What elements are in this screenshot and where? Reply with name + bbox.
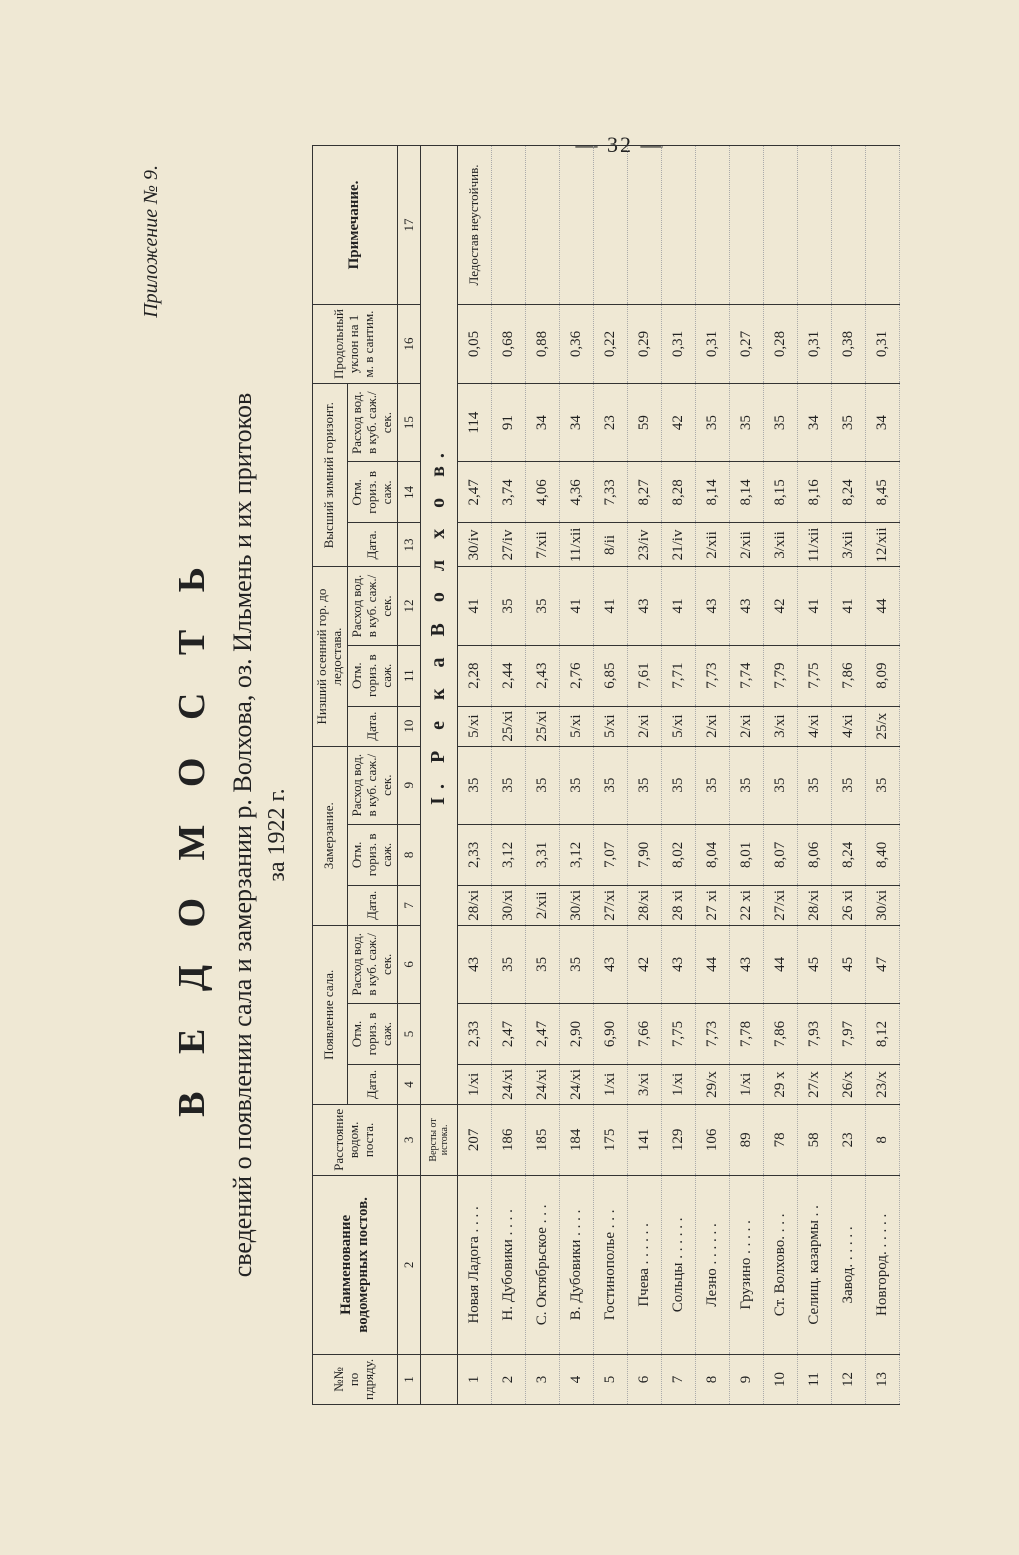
winter-water: 35 <box>729 384 763 462</box>
note-cell <box>559 146 593 305</box>
sala-date: 23/x <box>865 1065 899 1105</box>
column-number: 13 <box>397 523 420 567</box>
autumn-date: 25/x <box>865 706 899 746</box>
distance-cell: 207 <box>457 1104 491 1175</box>
winter-water: 114 <box>457 384 491 462</box>
document-title: В Е Д О М О С Т Ь <box>171 553 213 1117</box>
winter-level: 4,36 <box>559 462 593 523</box>
distance-cell: 186 <box>491 1104 525 1175</box>
distance-cell: 23 <box>831 1104 865 1175</box>
autumn-water: 41 <box>457 567 491 645</box>
autumn-water: 41 <box>797 567 831 645</box>
header-level: Отм. гориз. в саж. <box>347 462 397 523</box>
section-row <box>420 146 457 1405</box>
gradient-cell: 0,68 <box>491 305 525 384</box>
freeze-water: 35 <box>627 746 661 824</box>
sala-level: 7,97 <box>831 1003 865 1064</box>
header-group-autumn: Низший осенний гор. до ледостава. <box>313 567 348 746</box>
autumn-date: 5/xi <box>661 706 695 746</box>
column-number: 14 <box>397 462 420 523</box>
freeze-level: 8,01 <box>729 824 763 885</box>
sala-water: 45 <box>831 925 865 1003</box>
winter-date: 21/iv <box>661 523 695 567</box>
winter-date: 3/xii <box>831 523 865 567</box>
table-body <box>457 146 899 1405</box>
station-name: Гостинополье . . . <box>593 1175 627 1354</box>
autumn-level: 7,74 <box>729 645 763 706</box>
sala-level: 7,66 <box>627 1003 661 1064</box>
table-row <box>627 146 661 1405</box>
autumn-level: 2,44 <box>491 645 525 706</box>
sala-date: 24/xi <box>559 1065 593 1105</box>
header-group-freeze: Замерзание. <box>313 746 348 925</box>
freeze-water: 35 <box>491 746 525 824</box>
note-cell <box>865 146 899 305</box>
winter-level: 8,16 <box>797 462 831 523</box>
column-number: 11 <box>397 645 420 706</box>
page-number: — 32 — <box>575 132 665 157</box>
winter-date: 3/xii <box>763 523 797 567</box>
header-water: Расход вод. в куб. саж./сек. <box>347 384 397 462</box>
autumn-date: 4/xi <box>831 706 865 746</box>
gradient-cell: 0,88 <box>525 305 559 384</box>
row-number: 9 <box>729 1354 763 1404</box>
autumn-level: 7,71 <box>661 645 695 706</box>
sala-water: 35 <box>525 925 559 1003</box>
winter-level: 8,14 <box>729 462 763 523</box>
header-gradient: Продольный уклон на 1 м. в сантим. <box>313 305 398 384</box>
sala-level: 7,78 <box>729 1003 763 1064</box>
winter-date: 11/xii <box>797 523 831 567</box>
freeze-level: 8,02 <box>661 824 695 885</box>
sala-date: 29/x <box>695 1065 729 1105</box>
autumn-water: 41 <box>661 567 695 645</box>
note-cell <box>831 146 865 305</box>
winter-date: 8/ii <box>593 523 627 567</box>
gradient-cell: 0,05 <box>457 305 491 384</box>
autumn-date: 2/xi <box>729 706 763 746</box>
row-number: 1 <box>457 1354 491 1404</box>
autumn-water: 43 <box>695 567 729 645</box>
freeze-level: 8,07 <box>763 824 797 885</box>
sala-date: 1/xi <box>661 1065 695 1105</box>
freeze-water: 35 <box>729 746 763 824</box>
winter-date: 27/iv <box>491 523 525 567</box>
sala-water: 43 <box>729 925 763 1003</box>
row-number: 13 <box>865 1354 899 1404</box>
table-row <box>593 146 627 1405</box>
note-cell <box>695 146 729 305</box>
freeze-water: 35 <box>525 746 559 824</box>
freeze-water: 35 <box>661 746 695 824</box>
gradient-cell: 0,29 <box>627 305 661 384</box>
winter-date: 23/iv <box>627 523 661 567</box>
autumn-water: 42 <box>763 567 797 645</box>
winter-water: 42 <box>661 384 695 462</box>
column-number: 15 <box>397 384 420 462</box>
freeze-water: 35 <box>797 746 831 824</box>
winter-date: 7/xii <box>525 523 559 567</box>
autumn-level: 8,09 <box>865 645 899 706</box>
gradient-cell: 0,38 <box>831 305 865 384</box>
distance-cell: 185 <box>525 1104 559 1175</box>
autumn-water: 41 <box>593 567 627 645</box>
header-date: Дата. <box>347 523 397 567</box>
header-water: Расход вод. в куб. саж./сек. <box>347 567 397 645</box>
autumn-level: 7,61 <box>627 645 661 706</box>
freeze-date: 27 xi <box>695 885 729 925</box>
note-cell <box>491 146 525 305</box>
sala-level: 2,90 <box>559 1003 593 1064</box>
table-row <box>763 146 797 1405</box>
sala-level: 2,47 <box>525 1003 559 1064</box>
column-number: 8 <box>397 824 420 885</box>
station-name: Завод. . . . . . <box>831 1175 865 1354</box>
appendix-label: Приложение № 9. <box>140 165 162 318</box>
sala-date: 24/xi <box>525 1065 559 1105</box>
freeze-level: 8,24 <box>831 824 865 885</box>
freeze-level: 3,31 <box>525 824 559 885</box>
winter-date: 2/xii <box>729 523 763 567</box>
column-number: 12 <box>397 567 420 645</box>
row-number: 8 <box>695 1354 729 1404</box>
column-number: 17 <box>397 146 420 305</box>
winter-date: 30/iv <box>457 523 491 567</box>
sala-date: 3/xi <box>627 1065 661 1105</box>
freeze-date: 27/xi <box>593 885 627 925</box>
column-number: 2 <box>397 1175 420 1354</box>
header-level: Отм. гориз. в саж. <box>347 1003 397 1064</box>
column-number: 10 <box>397 706 420 746</box>
column-number: 3 <box>397 1104 420 1175</box>
autumn-date: 4/xi <box>797 706 831 746</box>
sala-water: 42 <box>627 925 661 1003</box>
autumn-level: 7,79 <box>763 645 797 706</box>
freeze-date: 27/xi <box>763 885 797 925</box>
row-number: 3 <box>525 1354 559 1404</box>
row-number: 7 <box>661 1354 695 1404</box>
winter-date: 12/xii <box>865 523 899 567</box>
station-name: Новая Ладога . . . . <box>457 1175 491 1354</box>
autumn-water: 41 <box>559 567 593 645</box>
section-title: I. Р е к а В о л х о в. <box>420 146 457 1105</box>
gradient-cell: 0,31 <box>797 305 831 384</box>
sala-date: 27/x <box>797 1065 831 1105</box>
sala-water: 44 <box>763 925 797 1003</box>
row-number: 11 <box>797 1354 831 1404</box>
distance-cell: 184 <box>559 1104 593 1175</box>
station-name: Лезно . . . . . . <box>695 1175 729 1354</box>
freeze-level: 8,06 <box>797 824 831 885</box>
freeze-water: 35 <box>695 746 729 824</box>
column-number: 7 <box>397 885 420 925</box>
sala-date: 1/xi <box>729 1065 763 1105</box>
table-row <box>797 146 831 1405</box>
autumn-water: 41 <box>831 567 865 645</box>
freeze-date: 22 xi <box>729 885 763 925</box>
header-notes: Примечание. <box>313 146 398 305</box>
autumn-date: 5/xi <box>593 706 627 746</box>
gradient-cell: 0,27 <box>729 305 763 384</box>
autumn-level: 2,28 <box>457 645 491 706</box>
sala-date: 1/xi <box>457 1065 491 1105</box>
autumn-date: 25/xi <box>491 706 525 746</box>
station-name: С. Октябрьское . . . <box>525 1175 559 1354</box>
header-level: Отм. гориз. в саж. <box>347 824 397 885</box>
autumn-water: 43 <box>627 567 661 645</box>
table-row <box>865 146 899 1405</box>
table-row <box>525 146 559 1405</box>
row-number: 2 <box>491 1354 525 1404</box>
table-row <box>695 146 729 1405</box>
row-number: 6 <box>627 1354 661 1404</box>
autumn-level: 2,43 <box>525 645 559 706</box>
sala-level: 7,75 <box>661 1003 695 1064</box>
sala-level: 2,47 <box>491 1003 525 1064</box>
autumn-date: 2/xi <box>695 706 729 746</box>
sala-water: 47 <box>865 925 899 1003</box>
row-number: 10 <box>763 1354 797 1404</box>
autumn-date: 5/xi <box>559 706 593 746</box>
sala-water: 43 <box>593 925 627 1003</box>
header-group-sala: Появление сала. <box>313 925 348 1104</box>
note-cell <box>763 146 797 305</box>
autumn-water: 43 <box>729 567 763 645</box>
column-number: 16 <box>397 305 420 384</box>
winter-level: 7,33 <box>593 462 627 523</box>
column-number-row <box>397 146 420 1405</box>
freeze-date: 2/xii <box>525 885 559 925</box>
sala-date: 24/xi <box>491 1065 525 1105</box>
gradient-cell: 0,31 <box>865 305 899 384</box>
freeze-level: 3,12 <box>559 824 593 885</box>
autumn-date: 5/xi <box>457 706 491 746</box>
note-cell <box>797 146 831 305</box>
row-number: 4 <box>559 1354 593 1404</box>
winter-water: 59 <box>627 384 661 462</box>
note-cell <box>627 146 661 305</box>
winter-date: 11/xii <box>559 523 593 567</box>
winter-level: 8,45 <box>865 462 899 523</box>
sala-water: 35 <box>559 925 593 1003</box>
winter-date: 2/xii <box>695 523 729 567</box>
distance-unit-label: Версты от истока. <box>420 1104 457 1175</box>
autumn-level: 2,76 <box>559 645 593 706</box>
sala-water: 44 <box>695 925 729 1003</box>
freeze-level: 3,12 <box>491 824 525 885</box>
header-level: Отм. гориз. в саж. <box>347 645 397 706</box>
winter-level: 8,24 <box>831 462 865 523</box>
distance-cell: 8 <box>865 1104 899 1175</box>
column-number: 9 <box>397 746 420 824</box>
station-name: Новгород. . . . . . <box>865 1175 899 1354</box>
winter-water: 35 <box>763 384 797 462</box>
autumn-date: 2/xi <box>627 706 661 746</box>
table-row <box>559 146 593 1405</box>
sala-date: 29 x <box>763 1065 797 1105</box>
header-name: Наименование водомерных постов. <box>313 1175 398 1354</box>
header-date: Дата. <box>347 885 397 925</box>
column-number: 4 <box>397 1065 420 1105</box>
sala-date: 1/xi <box>593 1065 627 1105</box>
note-cell: Ледостав неустойчив. <box>457 146 491 305</box>
freeze-date: 28 xi <box>661 885 695 925</box>
winter-water: 34 <box>525 384 559 462</box>
autumn-level: 7,86 <box>831 645 865 706</box>
freeze-water: 35 <box>559 746 593 824</box>
freeze-water: 35 <box>593 746 627 824</box>
freeze-date: 30/xi <box>559 885 593 925</box>
autumn-level: 6,85 <box>593 645 627 706</box>
table-row <box>661 146 695 1405</box>
distance-cell: 78 <box>763 1104 797 1175</box>
distance-cell: 106 <box>695 1104 729 1175</box>
distance-cell: 58 <box>797 1104 831 1175</box>
freeze-water: 35 <box>865 746 899 824</box>
distance-cell: 175 <box>593 1104 627 1175</box>
sala-level: 6,90 <box>593 1003 627 1064</box>
table-row <box>457 146 491 1405</box>
freeze-date: 26 xi <box>831 885 865 925</box>
station-name: Селищ. казармы . . <box>797 1175 831 1354</box>
distance-cell: 89 <box>729 1104 763 1175</box>
freeze-water: 35 <box>763 746 797 824</box>
winter-water: 34 <box>797 384 831 462</box>
sala-level: 2,33 <box>457 1003 491 1064</box>
table-row <box>831 146 865 1405</box>
freeze-level: 8,40 <box>865 824 899 885</box>
column-number: 6 <box>397 925 420 1003</box>
gradient-cell: 0,31 <box>661 305 695 384</box>
freeze-date: 28/xi <box>457 885 491 925</box>
freeze-level: 7,90 <box>627 824 661 885</box>
header-water: Расход вод. в куб. саж./сек. <box>347 746 397 824</box>
sala-level: 7,86 <box>763 1003 797 1064</box>
winter-level: 8,15 <box>763 462 797 523</box>
column-number: 5 <box>397 1003 420 1064</box>
table-row <box>491 146 525 1405</box>
document-subtitle: сведений о появлении сала и замерзании р. Волхова, оз. Ильмень и их притоков <box>228 392 257 1278</box>
freeze-water: 35 <box>831 746 865 824</box>
header-num: №№ по пдряду. <box>313 1354 398 1404</box>
winter-water: 34 <box>865 384 899 462</box>
autumn-date: 3/xi <box>763 706 797 746</box>
sala-water: 43 <box>457 925 491 1003</box>
winter-level: 8,27 <box>627 462 661 523</box>
distance-cell: 129 <box>661 1104 695 1175</box>
freeze-date: 30/xi <box>865 885 899 925</box>
winter-level: 3,74 <box>491 462 525 523</box>
winter-level: 8,14 <box>695 462 729 523</box>
station-name: Сольцы . . . . . . <box>661 1175 695 1354</box>
freeze-water: 35 <box>457 746 491 824</box>
note-cell <box>593 146 627 305</box>
autumn-water: 35 <box>525 567 559 645</box>
station-name: Н. Дубовики . . . . <box>491 1175 525 1354</box>
winter-water: 34 <box>559 384 593 462</box>
sala-level: 7,93 <box>797 1003 831 1064</box>
sala-level: 7,73 <box>695 1003 729 1064</box>
freeze-date: 28/xi <box>627 885 661 925</box>
station-name: Ст. Волхово. . . . <box>763 1175 797 1354</box>
table-row <box>729 146 763 1405</box>
autumn-water: 44 <box>865 567 899 645</box>
ice-observation-table <box>312 145 900 1405</box>
winter-water: 23 <box>593 384 627 462</box>
freeze-level: 8,04 <box>695 824 729 885</box>
autumn-level: 7,73 <box>695 645 729 706</box>
sala-level: 8,12 <box>865 1003 899 1064</box>
header-date: Дата. <box>347 1065 397 1105</box>
note-cell <box>661 146 695 305</box>
sala-water: 43 <box>661 925 695 1003</box>
gradient-cell: 0,31 <box>695 305 729 384</box>
freeze-level: 7,07 <box>593 824 627 885</box>
winter-level: 4,06 <box>525 462 559 523</box>
row-number: 5 <box>593 1354 627 1404</box>
header-distance: Расстояние водом. поста. <box>313 1104 398 1175</box>
header-group-winter: Высший зимний горизонт. <box>313 384 348 567</box>
winter-water: 91 <box>491 384 525 462</box>
column-number: 1 <box>397 1354 420 1404</box>
distance-cell: 141 <box>627 1104 661 1175</box>
sala-water: 45 <box>797 925 831 1003</box>
header-date: Дата. <box>347 706 397 746</box>
sala-date: 26/x <box>831 1065 865 1105</box>
freeze-date: 30/xi <box>491 885 525 925</box>
freeze-level: 2,33 <box>457 824 491 885</box>
winter-level: 8,28 <box>661 462 695 523</box>
winter-water: 35 <box>831 384 865 462</box>
row-number: 12 <box>831 1354 865 1404</box>
winter-level: 2,47 <box>457 462 491 523</box>
station-name: В. Дубовики . . . . <box>559 1175 593 1354</box>
station-name: Грузино . . . . . <box>729 1175 763 1354</box>
autumn-date: 25/xi <box>525 706 559 746</box>
autumn-level: 7,75 <box>797 645 831 706</box>
sala-water: 35 <box>491 925 525 1003</box>
note-cell <box>525 146 559 305</box>
autumn-water: 35 <box>491 567 525 645</box>
freeze-date: 28/xi <box>797 885 831 925</box>
document-year: за 1922 г. <box>264 788 290 882</box>
gradient-cell: 0,36 <box>559 305 593 384</box>
gradient-cell: 0,22 <box>593 305 627 384</box>
header-water: Расход вод. в куб. саж./сек. <box>347 925 397 1003</box>
winter-water: 35 <box>695 384 729 462</box>
note-cell <box>729 146 763 305</box>
gradient-cell: 0,28 <box>763 305 797 384</box>
station-name: Пчева . . . . . . <box>627 1175 661 1354</box>
